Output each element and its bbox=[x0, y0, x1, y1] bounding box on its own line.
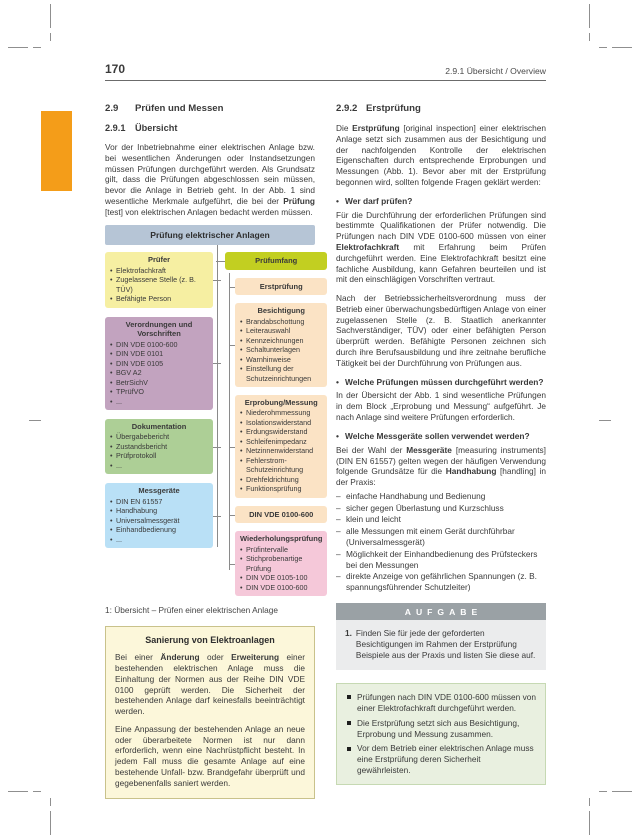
list-item: • Brandabschottung bbox=[240, 317, 322, 327]
crop-mark bbox=[599, 420, 611, 421]
list-item: • Übergabebericht bbox=[110, 432, 208, 442]
crop-mark bbox=[589, 4, 590, 28]
crop-mark bbox=[8, 47, 28, 48]
figure-box-title: DIN VDE 0100-600 bbox=[249, 509, 314, 519]
crop-mark bbox=[50, 811, 51, 835]
figure-box-pruefer bbox=[105, 252, 213, 307]
list-item: • Befähigte Person bbox=[110, 294, 208, 304]
sanierung-info-box bbox=[105, 626, 315, 798]
figure-box-verordnungen bbox=[105, 317, 213, 410]
list-item: • ... bbox=[110, 535, 208, 545]
figure-box-list bbox=[110, 266, 208, 304]
list-item: • ... bbox=[110, 397, 208, 407]
crop-mark bbox=[612, 791, 632, 792]
figure-box-pruefumfang bbox=[225, 252, 327, 269]
crop-mark bbox=[599, 791, 607, 792]
figure-box-title: Erstprüfung bbox=[259, 281, 303, 291]
page-number: 170 bbox=[105, 62, 126, 76]
list-item: • DIN VDE 0101 bbox=[110, 349, 208, 359]
page-content bbox=[105, 62, 546, 799]
figure-box-list bbox=[240, 317, 322, 384]
summary-box bbox=[336, 683, 546, 786]
crop-mark bbox=[589, 33, 590, 41]
question-heading: • Welche Prüfungen müssen durchgeführt werden? bbox=[336, 377, 546, 388]
crop-mark bbox=[29, 420, 41, 421]
figure-flowchart bbox=[105, 225, 323, 616]
figure-box-title: Prüfer bbox=[147, 255, 171, 265]
crop-mark bbox=[50, 798, 51, 806]
figure-box-dokumentation bbox=[105, 419, 213, 474]
list-item: • Zustandsbericht bbox=[110, 442, 208, 452]
list-item: • Universalmessgerät bbox=[110, 516, 208, 526]
question-heading: • Wer darf prüfen? bbox=[336, 196, 546, 207]
list-item: • Prüfprotokoll bbox=[110, 451, 208, 461]
figure-box-title: Besichtigung bbox=[257, 306, 305, 316]
list-item: • DIN VDE 0105-100 bbox=[240, 573, 322, 583]
aufgabe-text: Finden Sie für jede der geforderten Besichtigungen im Rahmen der Erstprüfung Beispiele aus der Praxis und listen Sie diese auf. bbox=[355, 627, 536, 660]
list-item: • Stichprobenartige Prüfung bbox=[240, 554, 322, 573]
list-item: • DIN VDE 0100-600 bbox=[240, 583, 322, 593]
figure-box-title: Messgeräte bbox=[138, 486, 180, 496]
figure-box-title: Prüfumfang bbox=[255, 256, 298, 266]
list-item: • Prüfintervalle bbox=[240, 545, 322, 555]
info-box-paragraph: Bei einer Änderung oder Erweiterung einer bestehenden elektrischen Anlage muss die Einhaltung der Normen aus der Reihe DIN VDE 0100 geprüft werden. Die Sicherheit der bestehenden Anlage darf keinesfalls beeinträchtigt werden. bbox=[115, 652, 305, 717]
crop-mark bbox=[612, 47, 632, 48]
figure-box-messgeraete bbox=[105, 483, 213, 548]
list-item: – klein und leicht bbox=[336, 514, 546, 525]
list-item: • DIN VDE 0100-600 bbox=[110, 340, 208, 350]
list-item: • TPrüfVO bbox=[110, 387, 208, 397]
right-column bbox=[336, 103, 546, 799]
aufgabe-body bbox=[336, 620, 546, 670]
paragraph: In der Übersicht der Abb. 1 sind wesentliche Prüfungen in dem Block „Erprobung und Messung“ aufgeführt. Je nach Anlage sind weitere Prüfungen erforderlich. bbox=[336, 390, 546, 423]
paragraph: Die Erstprüfung [original inspection] einer elektrischen Anlage setzt sich zusammen aus der Besichtigung und der nachfolgenden Kontrolle der elektrischen Eigenschaften durch entsprechende Erprobungen und Messungen (Abb. 1). Bevor aber mit der Erstprüfung begonnen wird, sollten folgende Fragen geklärt werden: bbox=[336, 123, 546, 187]
section-reference: 2.9.1 Übersicht / Overview bbox=[445, 66, 546, 76]
list-item: • Niederohmmessung bbox=[240, 408, 322, 418]
figure-right-stack bbox=[225, 252, 327, 596]
figure-box-title: Dokumentation bbox=[131, 422, 187, 432]
question-heading: • Welche Messgeräte sollen verwendet werden? bbox=[336, 431, 546, 442]
figure-box-title: Verordnungen und Vorschriften bbox=[125, 319, 193, 339]
dash-list bbox=[336, 491, 546, 593]
summary-list bbox=[346, 692, 536, 777]
list-item: • Netzinnenwiderstand bbox=[240, 446, 322, 456]
figure-box-erstpruefung bbox=[235, 278, 327, 295]
figure-left-stack bbox=[105, 252, 213, 596]
list-item: Die Erstprüfung setzt sich aus Besichtigung, Erprobung und Messung zusammen. bbox=[346, 718, 536, 740]
list-item: • ... bbox=[110, 461, 208, 471]
figure-box-besichtigung bbox=[235, 303, 327, 387]
chapter-margin-tab bbox=[41, 111, 72, 191]
aufgabe-header: AUFGABE bbox=[336, 603, 546, 620]
subsection-heading: 2.9.1 Übersicht bbox=[105, 123, 178, 133]
list-item: – direkte Anzeige von gefährlichen Spannungen (z. B. spannungsführender Schutzleiter) bbox=[336, 571, 546, 593]
list-item: – Möglichkeit der Einhandbedienung des Prüfsteckers bei den Messungen bbox=[336, 549, 546, 571]
figure-box-title: Erprobung/Messung bbox=[244, 398, 318, 408]
figure-substack bbox=[235, 278, 327, 596]
list-item: • Zugelassene Stelle (z. B. TÜV) bbox=[110, 275, 208, 294]
figure-box-list bbox=[110, 497, 208, 545]
paragraph: Für die Durchführung der erforderlichen Prüfungen sind bestimmte Qualifikationen der Prüfer notwendig. Die Prüfungen nach DIN VDE 0100-600 müssen von einer Elektrofachkraft mit Erfahrung beim Prüfen durchgeführt werden. Eine Elektrofachkraft besitzt eine fachliche Ausbildung, kann Gefahren beurteilen und ist mit den einschlägigen Vorschriften vertraut. bbox=[336, 209, 546, 285]
paragraph: Nach der Betriebssicherheitsverordnung muss der Betrieb einer überwachungsbedürftigen Anlage von einer zugelassenen Stelle (z. B. Staatlich anerkannter Sachverständiger, TÜV) oder einer befähigten Person überprüft werden. Befähigte Personen zeichnen sich durch ihre Berufsausbildung und ihre zeitnahe berufliche Tätigkeit bei der Durchführung von Prüfungen aus. bbox=[336, 293, 546, 368]
list-item: • Einhandbedienung bbox=[110, 525, 208, 535]
list-item: • BGV A2 bbox=[110, 368, 208, 378]
list-item: • Erdungswiderstand bbox=[240, 427, 322, 437]
list-item: – sicher gegen Überlastung und Kurzschluss bbox=[336, 503, 546, 514]
crop-mark bbox=[50, 4, 51, 28]
figure-banner: Prüfung elektrischer Anlagen bbox=[105, 225, 315, 245]
list-item: – alle Messungen mit einem Gerät durchführbar (Universalmessgerät) bbox=[336, 526, 546, 548]
figure-box-list bbox=[240, 408, 322, 494]
list-item: • DIN VDE 0105 bbox=[110, 359, 208, 369]
page-header bbox=[105, 62, 546, 81]
list-item: • Schleifenimpedanz bbox=[240, 437, 322, 447]
list-item: • Fehlerstrom-Schutzeinrichtung bbox=[240, 456, 322, 475]
list-item: Vor dem Betrieb einer elektrischen Anlage muss eine Erstprüfung deren Sicherheit gewährleisten. bbox=[346, 743, 536, 776]
intro-paragraph: Vor der Inbetriebnahme einer elektrischen Anlage bzw. bei wesentlichen Änderungen oder Instandsetzungen müssen Prüfungen durchgeführt werden. Als Grundsatz gilt, dass die Prüfungen abgeschlossen sein müssen, bevor die Anlage in Betrieb geht. In der Abb. 1 sind wesentliche Merkmale aufgeführt, die bei der Prüfung [test] von elektrischen Anlagen bedacht werden müssen. bbox=[105, 142, 315, 217]
crop-mark bbox=[8, 791, 28, 792]
figure-box-list bbox=[110, 340, 208, 407]
figure-box-din-vde bbox=[235, 506, 327, 523]
crop-mark bbox=[589, 811, 590, 835]
figure-box-list bbox=[110, 432, 208, 470]
list-item: • Funktionsprüfung bbox=[240, 484, 322, 494]
info-box-paragraph: Eine Anpassung der bestehenden Anlage an neue oder überarbeitete Normen ist nur dann erforderlich, wenn eine Nachrüstpflicht besteht. In jedem Fall muss die gesamte Anlage auf eine bestehende Unfall- bzw. Brandgefahr überprüft und gegebenenfalls saniert werden. bbox=[115, 723, 305, 788]
crop-mark bbox=[589, 798, 590, 806]
paragraph: Bei der Wahl der Messgeräte [measuring instruments] (DIN EN 61557) gelten wegen der häufigen Verwendung folgende Grundsätze für die Handhabung [handling] in der Praxis: bbox=[336, 444, 546, 488]
connector-line bbox=[217, 245, 218, 547]
crop-mark bbox=[599, 47, 607, 48]
list-item: – einfache Handhabung und Bedienung bbox=[336, 491, 546, 502]
aufgabe-task-box bbox=[336, 603, 546, 670]
list-item: • Leiterauswahl bbox=[240, 326, 322, 336]
left-column bbox=[105, 103, 323, 799]
figure-box-wiederholungspruefung bbox=[235, 531, 327, 596]
crop-mark bbox=[33, 791, 41, 792]
info-box-title: Sanierung von Elektroanlagen bbox=[145, 635, 275, 646]
list-item: • Schaltunterlagen bbox=[240, 345, 322, 355]
section-heading: 2.9 Prüfen und Messen bbox=[105, 103, 224, 114]
list-item: • DIN EN 61557 bbox=[110, 497, 208, 507]
figure-box-erprobung-messung bbox=[235, 395, 327, 498]
list-item: • Elektrofachkraft bbox=[110, 266, 208, 276]
list-item: • Warnhinweise bbox=[240, 355, 322, 365]
figure-box-list bbox=[240, 545, 322, 593]
subsection-heading: 2.9.2 Erstprüfung bbox=[336, 103, 421, 114]
crop-mark bbox=[33, 47, 41, 48]
list-item: • Einstellung der Schutzeinrichtungen bbox=[240, 364, 322, 383]
crop-mark bbox=[50, 33, 51, 41]
figure-box-title: Wiederholungsprüfung bbox=[240, 534, 323, 544]
list-item: • BetrSichV bbox=[110, 378, 208, 388]
list-item: Prüfungen nach DIN VDE 0100-600 müssen von einer Elektrofachkraft durchgeführt werden. bbox=[346, 692, 536, 714]
list-item: • Isolationswiderstand bbox=[240, 418, 322, 428]
figure-caption: 1: Übersicht – Prüfen einer elektrischen Anlage bbox=[105, 605, 278, 616]
list-item: • Kennzeichnungen bbox=[240, 336, 322, 346]
list-item: • Drehfeldrichtung bbox=[240, 475, 322, 485]
list-item: • Handhabung bbox=[110, 506, 208, 516]
aufgabe-number: 1. bbox=[345, 627, 352, 638]
